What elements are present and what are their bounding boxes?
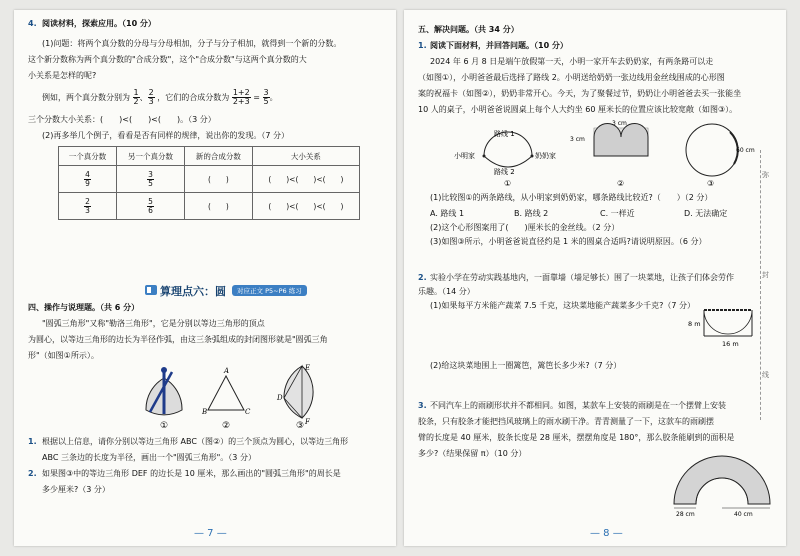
q2-line-2: 多少厘米?（3 分） [42,485,110,494]
book-icon [144,283,158,297]
fraction [148,89,155,106]
q1-para-2: （如图①），小明爸爸最后选择了路线 2。小明送给奶奶一张边线用金丝线围成的心形图 [418,73,725,82]
fraction [147,198,154,215]
q4-relation: 三个分数大小关系：( )<( )<( )。（3 分） [28,115,216,124]
q3-number: 3. [418,401,427,410]
figure-label: ③ [707,179,715,188]
q3-para-4: 多少?（结果保留 π）（10 分） [418,449,527,458]
dimension-label: 28 cm [676,511,695,518]
option-c[interactable]: C. 一样近 [600,209,635,218]
table-cell [117,166,185,193]
q1-para-1: 2024 年 6 月 8 日是端午放假第一天，小明一家开车去奶奶家，有两条路可以走 [430,57,714,66]
q4-example: 例如，两个真分数分别为 $\frac{1}{2}$ 、 $\frac{2}{3}$ ，它们的合成分数为 $\frac{1+2}{2+3}$ = $\frac{3}{5}$ 。 [42,88,278,106]
left-page [14,10,396,546]
table-header: 大小关系 [252,147,359,166]
q4-para-3: 小关系是怎样的呢? [28,71,97,80]
q3-para-3: 臂的长度是 40 厘米，胶条长度是 28 厘米，摆摆角度是 180°，那么胶条能刷到的面积是 [418,433,735,442]
table-cell [117,193,185,220]
q4-example-middle: ，它们的合成分数为 [157,93,230,102]
table-cell [59,166,117,193]
q1-figures [434,116,774,188]
q4-title: 阅读材料，探索应用。（10 分） [42,19,156,28]
vertex-label: F [305,418,310,426]
denominator: 3 [148,97,154,106]
table-figure [686,124,755,188]
numerator: 1+2 [232,88,250,97]
q2-sub-2: (2)给这块菜地围上一圈篱笆，篱笆长多少米?（7 分） [430,361,622,370]
denominator: 5 [148,178,153,188]
denominator: 5 [263,97,269,106]
numerator: 2 [148,88,154,97]
route-figure [454,129,556,188]
section-banner [144,282,324,298]
equals-sign: = [253,93,260,102]
answer-cell[interactable]: ( ) [184,166,252,193]
fraction [263,89,270,106]
heart-figure [570,120,648,188]
figure-label: ② [222,421,231,431]
figure-label: ③ [296,421,305,431]
page-number: — 8 — [590,528,623,539]
q1-para-4: 10 人的桌子，小明爸爸说圆桌上每个人大约坐 60 厘米长的位置应该比较宽敞（如图③）。 [418,105,738,114]
dimension-label: 3 cm [612,120,627,127]
option-d[interactable]: D. 无法确定 [684,209,728,218]
margin-char: 线 [762,371,769,379]
denominator: 2+3 [232,97,250,106]
fraction [84,198,91,215]
denominator: 3 [85,205,90,215]
figure-2 [208,376,244,410]
wiper-figure [666,454,776,518]
option-b[interactable]: B. 路线 2 [514,209,549,218]
vertex-label: A [224,367,230,375]
sec4-title: 四、操作与说理题。（共 6 分） [28,303,140,312]
q4-example-prefix: 例如，两个真分数分别为 [42,93,130,102]
fraction [84,171,91,188]
right-page [404,10,786,546]
q1-sub-2: (2)这个心形图案用了( )厘米长的金丝线。（2 分） [430,223,620,232]
denominator: 6 [148,205,153,215]
grandma-label: 奶奶家 [535,152,556,160]
q4-example-end: 。 [269,93,278,102]
numerator: 3 [263,88,269,97]
garden-figure [680,306,760,350]
answer-cell[interactable]: ( ) [184,193,252,220]
q3-para-2: 胶条，只有胶条才能把挡风玻璃上的雨水刷干净。青青测量了一下，这款车的雨刷摆 [418,417,714,426]
dimension-label: 8 m [688,320,701,328]
fraction [133,89,140,106]
option-a[interactable]: A. 路线 1 [430,209,465,218]
compass-icon [161,367,167,373]
fraction-table [58,146,360,220]
q1-line-1: 根据以上信息，请你分别以等边三角形 ABC（图②）的三个顶点为圆心，以等边三角形 [42,437,349,446]
q1-number: 1. [418,41,427,50]
q3-para-1: 不同汽车上的雨刷形状并不都相同。如图，某款车上安装的雨刷是在一个摆臂上安装 [430,401,726,410]
denominator: 2 [133,97,139,106]
banner-tag: 对应正文 P5~P6 练习 [232,285,307,296]
home-label: 小明家 [454,152,475,160]
sec5-title: 五、解决问题。（共 34 分） [418,25,519,34]
q2-number: 2. [28,469,37,478]
numerator: 2 [85,196,90,206]
vertex-label: D [277,394,283,402]
q4-para-4: (2)再多举几个例子，看看是否有同样的规律，说出你的发现。（7 分） [42,131,289,140]
figure-3 [284,366,313,418]
figure-label: ② [617,179,625,188]
q1-line-2: ABC 三条边的长度为半径，画出一个"圆弧三角形"。（3 分） [42,453,256,462]
sec4-para-3: 形"（如图①所示）。 [28,351,99,360]
answer-cell[interactable]: ( )<( )<( ) [252,166,359,193]
dimension-label: 3 cm [570,136,585,143]
table-header: 一个真分数 [59,147,117,166]
page-number: — 7 — [194,528,227,539]
banner-title: 算理点六：圆 [160,285,226,298]
vertex-label: B [202,408,208,416]
reuleaux-figures [124,362,329,432]
q4-para-1: (1)问题：将两个真分数的分母与分母相加，分子与分子相加，就得到一个新的分数。 [42,39,342,48]
q4-number: 4. [28,19,37,28]
sec4-para-2: 为圆心，以等边三角形的边长为半径作弧，由这三条弧组成的封闭图形就是"圆弧三角 [28,335,328,344]
fraction [232,89,251,106]
numerator: 5 [148,196,153,206]
q2-para-1: 实验小学在劳动实践基地内，一面靠墙（墙足够长）围了一块菜地，让孩子们体会劳作 [430,273,734,282]
q1-number: 1. [28,437,37,446]
sec4-para-1: "圆弧三角形"又称"勒洛三角形"，它是分别以等边三角形的顶点 [42,319,265,328]
dimension-label: 40 cm [734,511,753,518]
numerator: 4 [85,169,90,179]
table-row [59,193,360,220]
table-header-row [59,147,360,166]
q2-number: 2. [418,273,427,282]
fraction [147,171,154,188]
answer-cell[interactable]: ( )<( )<( ) [252,193,359,220]
figure-label: ① [160,421,169,431]
vertex-label: E [305,364,311,372]
table-row [59,166,360,193]
margin-char: 封 [762,271,769,279]
q4-para-2: 这个新分数称为两个真分数的"合成分数"，这个"合成分数"与这两个真分数的大 [28,55,307,64]
table-header: 新的合成分数 [184,147,252,166]
q2-sub-1: (1)如果每平方米能产蔬菜 7.5 千克，这块菜地能产蔬菜多少千克?（7 分） [430,301,696,310]
table-cell [59,193,117,220]
q2-line-1: 如果图③中的等边三角形 DEF 的边长是 10 厘米，那么画出的"圆弧三角形"的周长是 [42,469,341,478]
numerator: 3 [148,169,153,179]
q2-para-2: 乐趣。（14 分） [418,287,475,296]
denominator: 9 [85,178,90,188]
q1-sub-1: (1)比较图①的两条路线，从小明家到奶奶家，哪条路线比较近?（ ）（2 分） [430,193,713,202]
dimension-label: 60 cm [736,147,755,154]
dimension-label: 16 m [722,340,739,348]
table-header: 另一个真分数 [117,147,185,166]
q1-title: 阅读下面材料，并回答问题。（10 分） [430,41,568,50]
q1-para-3: 案的祝福卡（如图②），奶奶非常开心。今天，为了聚餐过节，奶奶让小明爸爸去买一张能坐 [418,89,742,98]
figure-1 [146,367,182,415]
binding-line [760,150,761,420]
figure-label: ① [504,179,512,188]
vertex-label: C [245,408,251,416]
numerator: 1 [133,88,139,97]
route-label: 路线 2 [494,168,515,176]
q1-sub-3: (3)如图③所示，小明爸爸说直径约是 1 米的圆桌合适吗?请说明原因。（6 分） [430,237,707,246]
margin-char: 弥 [762,171,769,179]
route-label: 路线 1 [494,130,515,138]
